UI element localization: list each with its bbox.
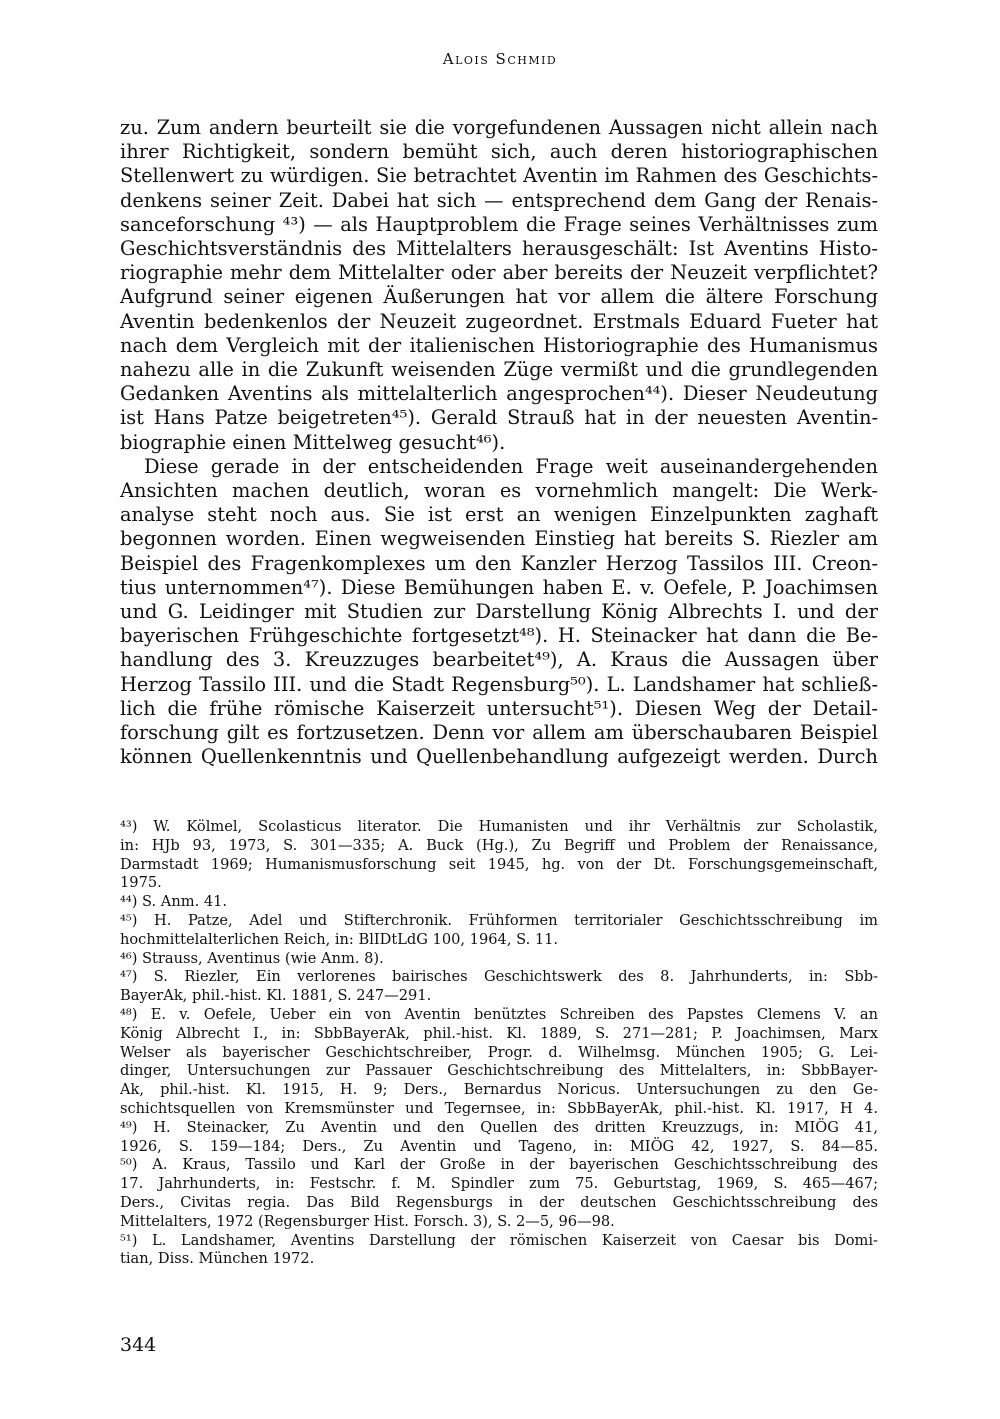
body-line: handlung des 3. Kreuzzuges bearbeitet⁴⁹), A. Kraus die Aussagen über xyxy=(120,648,878,672)
body-line: bayerischen Frühgeschichte fortgesetzt⁴⁸). H. Steinacker hat dann die Be- xyxy=(120,624,878,648)
body-line: nahezu alle in die Zukunft weisenden Züge vermißt und die grundlegenden xyxy=(120,358,878,382)
body-line: Geschichtsverständnis des Mittelalters herausgeschält: Ist Aventins Histo- xyxy=(120,237,878,261)
body-line: begonnen worden. Einen wegweisenden Einstieg hat bereits S. Riezler am xyxy=(120,527,878,551)
body-line: Ansichten machen deutlich, woran es vornehmlich mangelt: Die Werk- xyxy=(120,479,878,503)
body-line: zu. Zum andern beurteilt sie die vorgefundenen Aussagen nicht allein nach xyxy=(120,116,878,139)
footnote-line: ⁴³) W. Kölmel, Scolasticus literator. Die Humanisten und ihr Verhältnis zur Scholastik, xyxy=(120,818,878,835)
footnote-line: Ders., Civitas regia. Das Bild Regensburgs in der deutschen Geschichtsschreibung des xyxy=(120,1193,878,1211)
footnote-line: ⁵¹) L. Landshamer, Aventins Darstellung der römischen Kaiserzeit von Caesar bis Domi- xyxy=(120,1231,878,1249)
body-line: analyse steht noch aus. Sie ist erst an wenigen Einzelpunkten zaghaft xyxy=(120,503,878,527)
footnote-line: ⁴⁷) S. Riezler, Ein verlorenes bairisches Geschichtswerk des 8. Jahrhunderts, in: Sbb- xyxy=(120,968,878,986)
running-header: Alois Schmid xyxy=(442,50,558,68)
footnote-line: ⁴⁸) E. v. Oefele, Ueber ein von Aventin benütztes Schreiben des Papstes Clemens V. an xyxy=(120,1005,878,1023)
body-line: können Quellenkenntnis und Quellenbehandlung aufgezeigt werden. Durch xyxy=(120,745,878,769)
footnote-line: Darmstadt 1969; Humanismusforschung seit 1945, hg. von der Dt. Forschungsgemeinschaft, xyxy=(120,855,878,873)
body-line: lich die frühe römische Kaiserzeit untersucht⁵¹). Diesen Weg der Detail- xyxy=(120,696,878,720)
footnote-line: König Albrecht I., in: SbbBayerAk, phil.-hist. Kl. 1889, S. 271—281; P. Joachimsen, Marx xyxy=(120,1024,878,1042)
footnote-line: 1926, S. 159—184; Ders., Zu Aventin und Tageno, in: MIÖG 42, 1927, S. 84—85. xyxy=(120,1137,878,1155)
footnote-line: Welser als bayerischer Geschichtschreiber, Progr. d. Wilhelmsg. München 1905; G. Lei- xyxy=(120,1043,878,1061)
body-line: und G. Leidinger mit Studien zur Darstellung König Albrechts I. und der xyxy=(120,600,878,624)
body-line: biographie einen Mittelweg gesucht⁴⁶). xyxy=(120,430,506,454)
body-line: Diese gerade in der entscheidenden Frage weit auseinandergehenden xyxy=(144,454,878,478)
footnote-line: hochmittelalterlichen Reich, in: BlIDtLdG 100, 1964, S. 11. xyxy=(120,930,559,948)
footnote-line: tian, Diss. München 1972. xyxy=(120,1250,315,1268)
body-line: sanceforschung ⁴³) — als Hauptproblem die Frage seines Verhältnisses zum xyxy=(120,212,878,236)
footnote-line: Mittelalters, 1972 (Regensburger Hist. Forsch. 3), S. 2—5, 96—98. xyxy=(120,1212,615,1230)
footnote-line: in: HJb 93, 1973, S. 301—335; A. Buck (Hg.), Zu Begriff und Problem der Renaissance, xyxy=(120,836,878,854)
footnote-line: ⁴⁶) Strauss, Aventinus (wie Anm. 8). xyxy=(120,949,384,967)
body-line: Stellenwert zu würdigen. Sie betrachtet Aventin im Rahmen des Geschichts- xyxy=(120,164,878,188)
footnote-line: BayerAk, phil.-hist. Kl. 1881, S. 247—291. xyxy=(120,987,432,1005)
body-line: Gedanken Aventins als mittelalterlich angesprochen⁴⁴). Dieser Neudeutung xyxy=(120,382,878,406)
footnote-line: ⁴⁴) S. Anm. 41. xyxy=(120,893,228,911)
footnote-line: ⁴⁹) H. Steinacker, Zu Aventin und den Quellen des dritten Kreuzzugs, in: MIÖG 41, xyxy=(120,1118,878,1136)
footnote-line: schichtsquellen von Kremsmünster und Tegernsee, in: SbbBayerAk, phil.-hist. Kl. 1917, H 4. xyxy=(120,1099,878,1117)
main-text xyxy=(120,116,878,769)
footnote-line: 1975. xyxy=(120,874,162,892)
body-line: forschung gilt es fortzusetzen. Denn vor allem am überschaubaren Beispiel xyxy=(120,721,878,745)
body-line: Herzog Tassilo III. und die Stadt Regensburg⁵⁰). L. Landshamer hat schließ- xyxy=(120,672,878,696)
page-number: 344 xyxy=(120,1334,157,1356)
body-line: Aufgrund seiner eigenen Äußerungen hat vor allem die ältere Forschung xyxy=(120,285,878,309)
body-line: riographie mehr dem Mittelalter oder aber bereits der Neuzeit verpflichtet? xyxy=(120,261,878,285)
body-line: ist Hans Patze beigetreten⁴⁵). Gerald Strauß hat in der neuesten Aventin- xyxy=(120,406,878,430)
body-line: Beispiel des Fragenkomplexes um den Kanzler Herzog Tassilos III. Creon- xyxy=(120,551,878,575)
footnote-line: ⁴⁵) H. Patze, Adel und Stifterchronik. Frühformen territorialer Geschichtsschreibung im xyxy=(120,911,878,929)
body-line: tius unternommen⁴⁷). Diese Bemühungen haben E. v. Oefele, P. Joachimsen xyxy=(120,575,878,599)
footnote-line: Ak, phil.-hist. Kl. 1915, H. 9; Ders., Bernardus Noricus. Untersuchungen zu den Ge- xyxy=(120,1081,878,1099)
body-line: denkens seiner Zeit. Dabei hat sich — entsprechend dem Gang der Renais- xyxy=(120,188,878,212)
footnote-line: dinger, Untersuchungen zur Passauer Geschichtschreibung des Mittelalters, in: SbbBayer- xyxy=(120,1062,878,1080)
footnote-line: ⁵⁰) A. Kraus, Tassilo und Karl der Große in der bayerischen Geschichtsschreibung des xyxy=(120,1156,878,1174)
body-line: nach dem Vergleich mit der italienischen Historiographie des Humanismus xyxy=(120,333,878,357)
body-line: Aventin bedenkenlos der Neuzeit zugeordnet. Erstmals Eduard Fueter hat xyxy=(120,309,878,333)
footnote-line: 17. Jahrhunderts, in: Festschr. f. M. Spindler zum 75. Geburtstag, 1969, S. 465—467; xyxy=(120,1175,878,1193)
footnotes xyxy=(120,818,878,1269)
body-line: ihrer Richtigkeit, sondern bemüht sich, auch deren historiographischen xyxy=(120,140,878,164)
